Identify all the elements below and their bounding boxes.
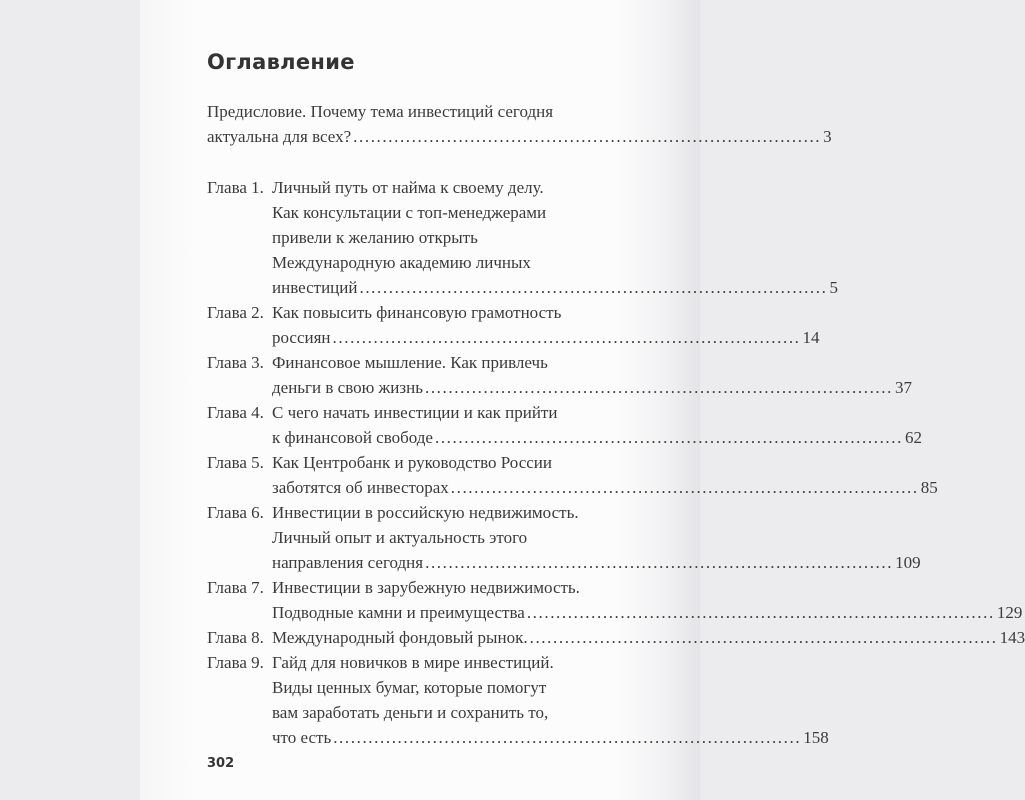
dot-leader: ................................................................................ <box>332 328 801 347</box>
dot-leader: ................................................................................ <box>333 728 802 747</box>
chapter-label: Глава 5. <box>207 453 264 472</box>
entry-page-number: 158 <box>803 728 829 747</box>
entry-page-number: 129 <box>996 603 1023 622</box>
chapter-label <box>207 325 272 350</box>
entry-text: Виды ценных бумаг, которые помогут <box>272 678 547 697</box>
toc-line <box>207 475 938 500</box>
table-of-contents <box>207 99 1025 750</box>
chapter-label <box>207 375 272 400</box>
toc-entry <box>207 175 838 300</box>
toc-entry <box>207 350 912 400</box>
chapter-label <box>207 425 272 450</box>
toc-line <box>207 275 838 300</box>
entry-text: Предисловие. Почему тема инвестиций сегодня <box>207 102 554 121</box>
toc-entry <box>207 300 820 350</box>
entry-text: Инвестиции в зарубежную недвижимость. <box>272 578 580 597</box>
toc-line <box>207 600 1023 625</box>
chapter-label: Глава 3. <box>207 353 264 372</box>
entry-text: привели к желанию открыть <box>272 228 478 247</box>
toc-entry <box>207 500 921 575</box>
dot-leader: ................................................................................ <box>434 428 903 447</box>
toc-line <box>207 575 621 600</box>
toc-line <box>207 250 621 275</box>
dot-leader: ................................................................................ <box>529 628 998 647</box>
chapter-label: Глава 4. <box>207 403 264 422</box>
toc-line <box>207 425 922 450</box>
entry-text: Как Центробанк и руководство России <box>272 453 552 472</box>
toc-line <box>207 725 829 750</box>
entry-text: что есть <box>272 728 332 747</box>
entry-page-number: 5 <box>829 278 838 297</box>
entry-page-number: 85 <box>920 478 938 497</box>
toc-line <box>207 675 621 700</box>
toc-line <box>207 325 820 350</box>
entry-text: Как консультации с топ-менеджерами <box>272 203 547 222</box>
chapter-label <box>207 600 272 625</box>
toc-entry <box>207 575 1023 625</box>
entry-page-number: 14 <box>802 328 820 347</box>
toc-entry <box>207 400 922 450</box>
dot-leader: ................................................................................ <box>424 378 893 397</box>
chapter-label <box>207 700 272 725</box>
entry-text: вам заработать деньги и сохранить то, <box>272 703 549 722</box>
page-number: 302 <box>207 756 235 771</box>
toc-line <box>207 450 621 475</box>
chapter-label <box>207 250 272 275</box>
entry-text: Подводные камни и преимущества <box>272 603 525 622</box>
entry-text: направления сегодня <box>272 553 424 572</box>
entry-text: Инвестиции в российскую недвижимость. <box>272 503 579 522</box>
entry-text: Как повысить финансовую грамотность <box>272 303 562 322</box>
entry-page-number: 143 <box>999 628 1025 647</box>
entry-text: Международный фондовый рынок. <box>272 628 528 647</box>
entry-page-number: 3 <box>823 127 832 146</box>
dot-leader: ................................................................................ <box>353 127 822 146</box>
entry-page-number: 62 <box>904 428 922 447</box>
entry-page-number: 109 <box>895 553 921 572</box>
chapter-label: Глава 6. <box>207 503 264 522</box>
chapter-label <box>207 725 272 750</box>
toc-entry <box>207 450 938 500</box>
dot-leader: ................................................................................ <box>450 478 919 497</box>
chapter-label <box>207 200 272 225</box>
toc-line <box>207 550 921 575</box>
toc-line <box>207 124 832 149</box>
dot-leader: ................................................................................ <box>526 603 995 622</box>
entry-text: актуальна для всех? <box>207 127 352 146</box>
entry-text: Международную академию личных <box>272 253 531 272</box>
toc-line <box>207 350 621 375</box>
toc-entry <box>207 625 1025 650</box>
chapter-label: Глава 2. <box>207 303 264 322</box>
toc-line <box>207 700 621 725</box>
chapter-label <box>207 525 272 550</box>
toc-line <box>207 650 621 675</box>
chapter-label <box>207 225 272 250</box>
entry-text: Личный опыт и актуальность этого <box>272 528 528 547</box>
chapter-label: Глава 7. <box>207 578 264 597</box>
dot-leader: ................................................................................ <box>425 553 894 572</box>
entry-page-number: 37 <box>894 378 912 397</box>
entry-gap <box>207 149 621 175</box>
toc-line <box>207 625 1025 650</box>
toc-line <box>207 300 621 325</box>
toc-line <box>207 175 621 200</box>
toc-line <box>207 500 621 525</box>
entry-text: Гайд для новичков в мире инвестиций. <box>272 653 554 672</box>
toc-line <box>207 375 912 400</box>
page-title: Оглавление <box>207 50 355 74</box>
entry-text: Личный путь от найма к своему делу. <box>272 178 544 197</box>
chapter-label: Глава 9. <box>207 653 264 672</box>
chapter-label <box>207 550 272 575</box>
chapter-label <box>207 675 272 700</box>
entry-text: заботятся об инвесторах <box>272 478 449 497</box>
entry-text: деньги в свою жизнь <box>272 378 423 397</box>
chapter-label: Глава 1. <box>207 178 264 197</box>
entry-text: инвестиций <box>272 278 358 297</box>
dot-leader: ................................................................................ <box>359 278 828 297</box>
toc-entry <box>207 99 832 149</box>
entry-text: С чего начать инвестиции и как прийти <box>272 403 558 422</box>
toc-line <box>207 99 621 124</box>
entry-text: Финансовое мышление. Как привлечь <box>272 353 548 372</box>
toc-line <box>207 400 621 425</box>
toc-line <box>207 225 621 250</box>
toc-entry <box>207 650 829 750</box>
toc-line <box>207 525 621 550</box>
toc-line <box>207 200 621 225</box>
chapter-label: Глава 8. <box>207 628 264 647</box>
entry-text: россиян <box>272 328 331 347</box>
chapter-label <box>207 475 272 500</box>
entry-text: к финансовой свободе <box>272 428 433 447</box>
chapter-label <box>207 275 272 300</box>
